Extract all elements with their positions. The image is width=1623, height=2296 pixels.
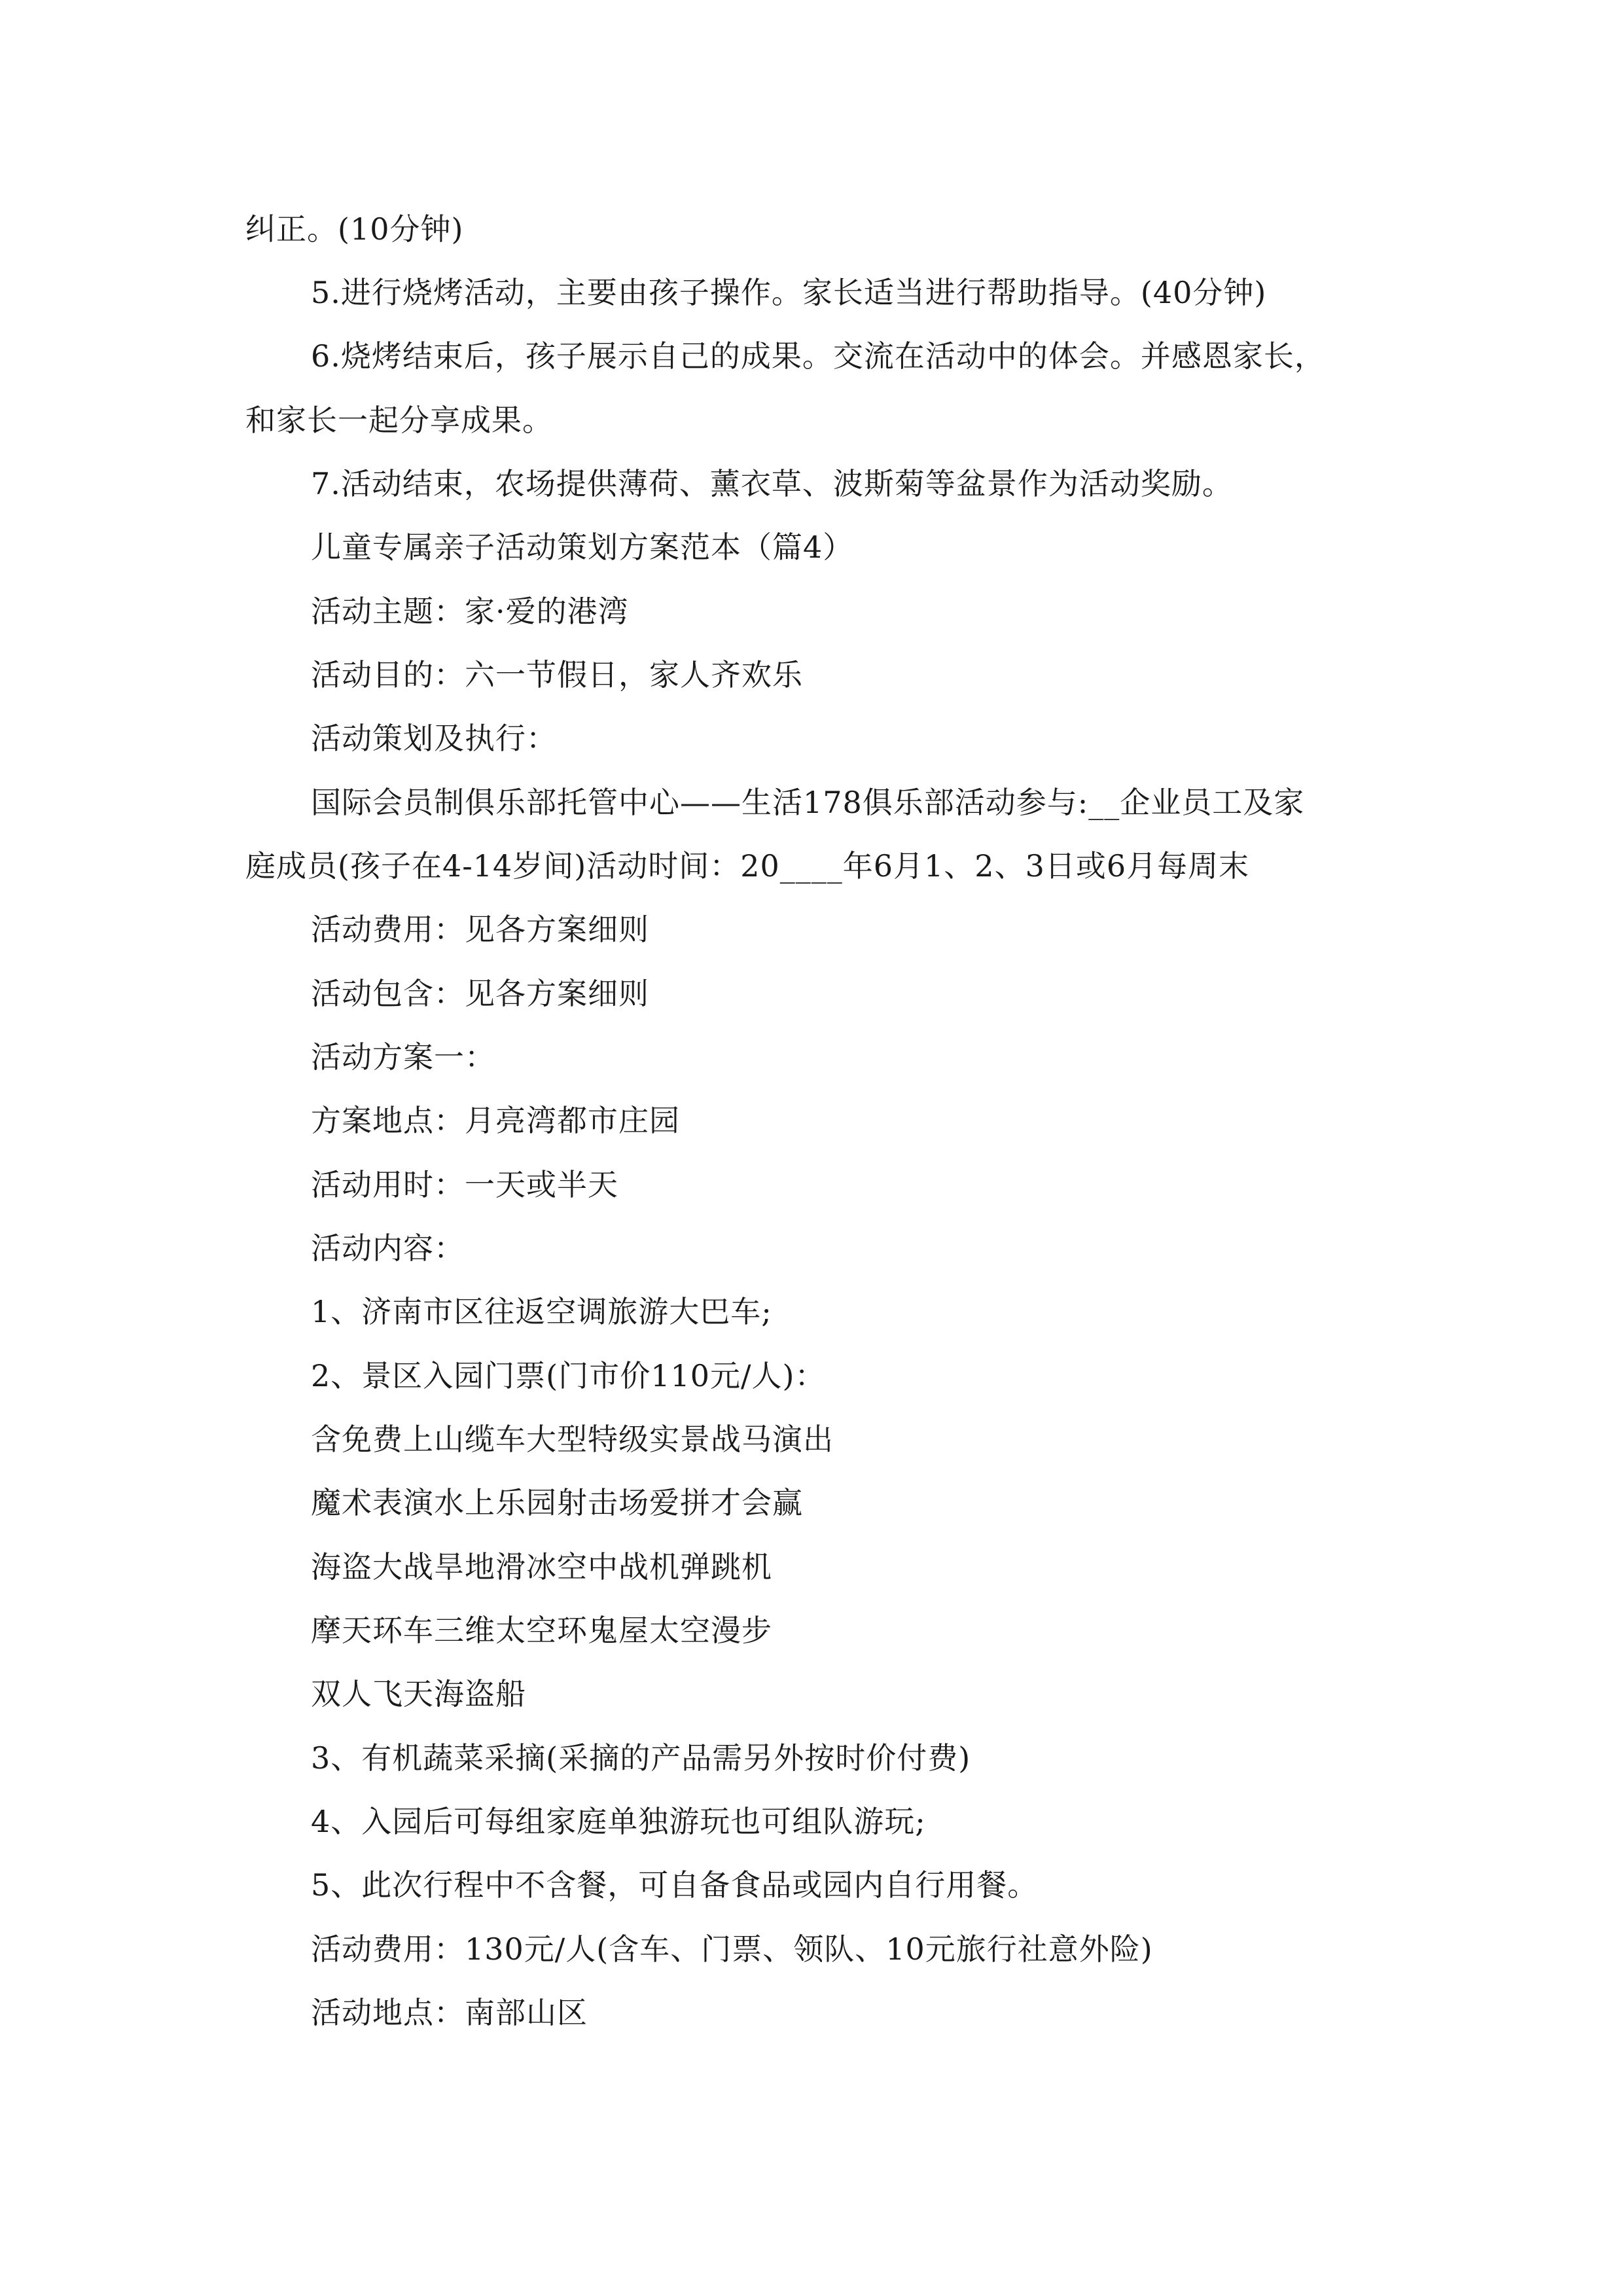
paragraph-line: 双人飞天海盗船 (311, 1676, 526, 1712)
paragraph-line: 活动方案一： (311, 1039, 495, 1075)
paragraph-line: 6.烧烤结束后，孩子展示自己的成果。交流在活动中的体会。并感恩家长， (311, 338, 1325, 374)
paragraph-line: 活动地点：南部山区 (311, 1995, 588, 2030)
paragraph-line: 庭成员(孩子在4-14岁间)活动时间：20____年6月1、2、3日或6月每周末 (245, 848, 1250, 884)
paragraph-line: 活动用时：一天或半天 (311, 1167, 618, 1202)
paragraph-line: 纠正。(10分钟) (245, 211, 464, 247)
list-item: 4、入园后可每组家庭单独游玩也可组队游玩; (311, 1804, 926, 1839)
list-item: 5、此次行程中不含餐，可自备食品或园内自行用餐。 (311, 1867, 1039, 1903)
list-item: 2、景区入园门票(门市价110元/人)： (311, 1358, 826, 1393)
list-item: 3、有机蔬菜采摘(采摘的产品需另外按时价付费) (311, 1740, 971, 1776)
paragraph-line: 5.进行烧烤活动，主要由孩子操作。家长适当进行帮助指导。(40分钟) (311, 275, 1267, 310)
paragraph-line: 活动费用：130元/人(含车、门票、领队、10元旅行社意外险) (311, 1931, 1153, 1967)
paragraph-line: 活动包含：见各方案细则 (311, 976, 649, 1011)
paragraph-line: 含免费上山缆车大型特级实景战马演出 (311, 1422, 834, 1457)
paragraph-line: 国际会员制俱乐部托管中心——生活178俱乐部活动参与:__企业员工及家 (311, 785, 1305, 820)
paragraph-line: 摩天环车三维太空环鬼屋太空漫步 (311, 1613, 772, 1648)
paragraph-line: 7.活动结束，农场提供薄荷、薰衣草、波斯菊等盆景作为活动奖励。 (311, 466, 1233, 501)
paragraph-line: 活动目的：六一节假日，家人齐欢乐 (311, 657, 803, 692)
paragraph-line: 活动内容： (311, 1230, 465, 1266)
paragraph-line: 魔术表演水上乐园射击场爱拼才会赢 (311, 1485, 803, 1520)
paragraph-line: 海盗大战旱地滑冰空中战机弹跳机 (311, 1549, 772, 1585)
paragraph-line: 活动策划及执行： (311, 721, 557, 756)
paragraph-line: 方案地点：月亮湾都市庄园 (311, 1103, 680, 1138)
paragraph-line: 活动主题：家·爱的港湾 (311, 594, 629, 629)
list-item: 1、济南市区往返空调旅游大巴车; (311, 1294, 772, 1329)
paragraph-line: 活动费用：见各方案细则 (311, 912, 649, 947)
paragraph-line: 和家长一起分享成果。 (245, 403, 553, 438)
section-heading: 儿童专属亲子活动策划方案范本（篇4） (311, 529, 854, 565)
